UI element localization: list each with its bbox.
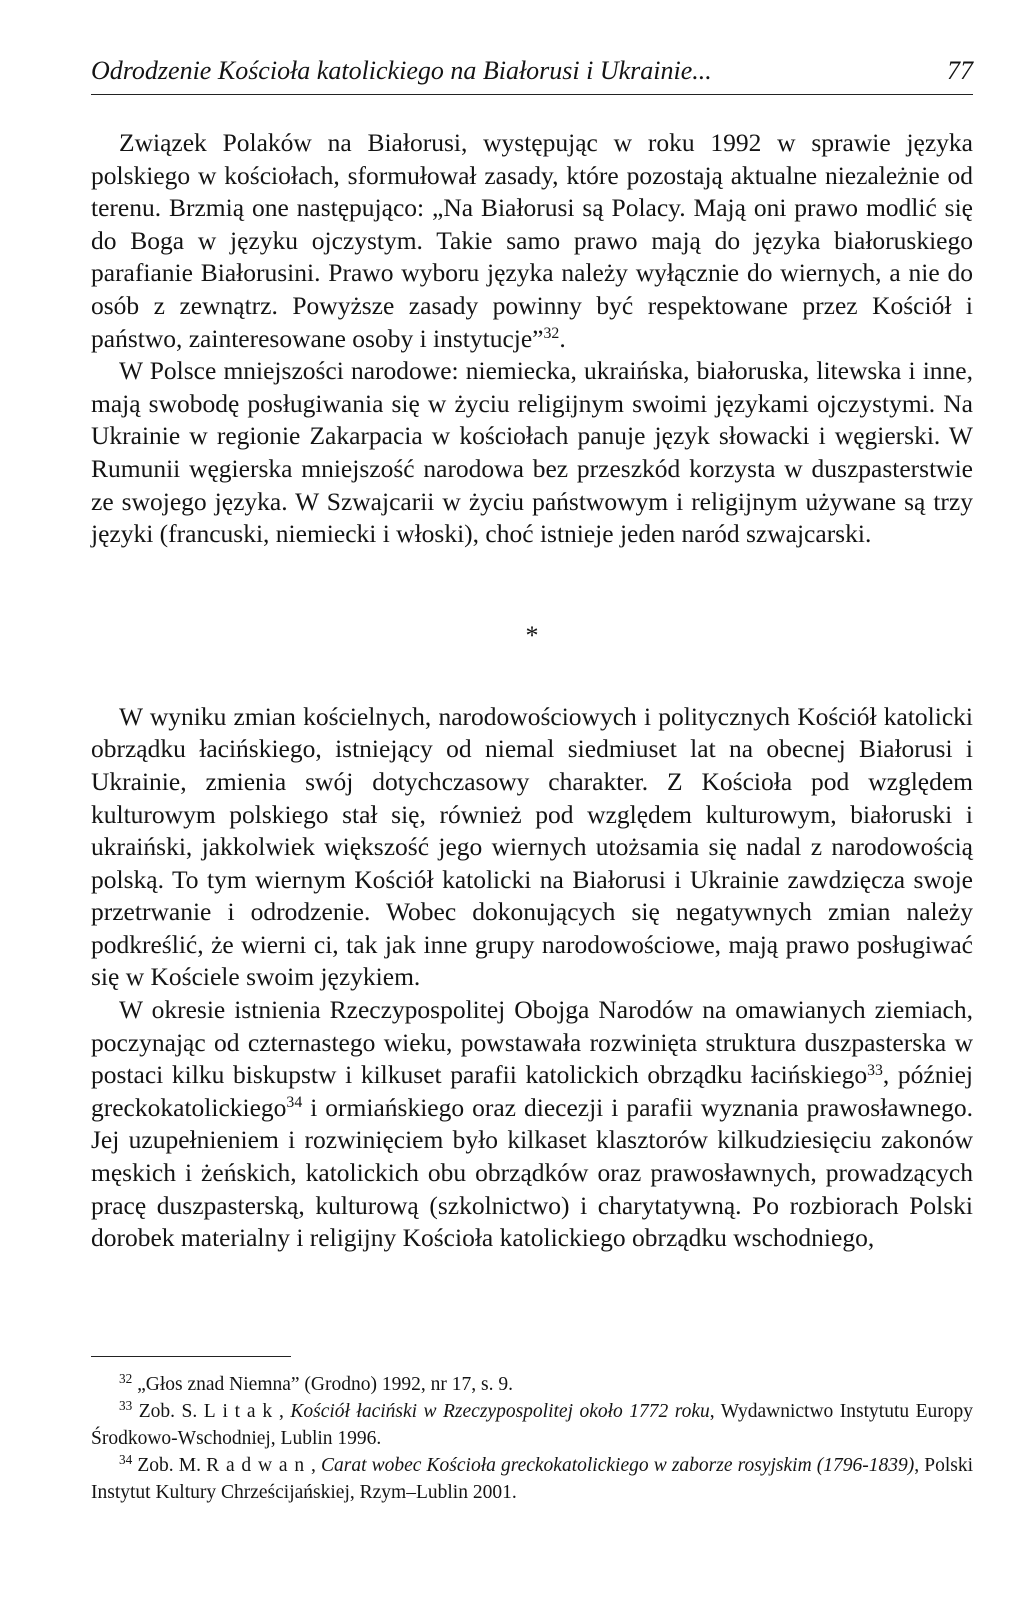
footnote-32 xyxy=(91,1371,973,1398)
footnote-33 xyxy=(91,1398,973,1452)
footnote-publisher: , Wydawnictwo Instytutu Europy Środkowo-Wschodniej, Lublin 1996. xyxy=(91,1401,974,1449)
footnote-ref-33: 33 xyxy=(867,1061,883,1079)
paragraph-1-text: Związek Polaków na Białorusi, występując w roku 1992 w sprawie języka polskiego w kościołach, sformułował zasady, które pozostają aktualne niezależnie od terenu. Brzmią one następująco: „Na Białorusi są Polacy. Mają oni prawo modlić się do Boga w języku ojczystym. Takie samo prawo mają do języka białoruskiego parafianie Białorusini. Prawo wyboru języka należy wyłącznie do wiernych, a nie do osób z zewnątrz. Powyższe zasady powinny być respektowane przez Kościół i państwo, zainteresowane osoby i instytucje” xyxy=(91,128,973,353)
footnote-sep: , xyxy=(278,1401,291,1422)
footnote-34 xyxy=(91,1452,973,1506)
main-text xyxy=(91,127,973,1255)
footnote-rule xyxy=(91,1356,291,1357)
footnote-publisher: , Polski Instytut Kultury Chrześcijańskiej, Rzym–Lublin 2001. xyxy=(91,1455,974,1503)
footnote-sep: , xyxy=(310,1455,321,1476)
paragraph-4-text-a: W okresie istnienia Rzeczypospolitej Obojga Narodów na omawianych ziemiach, poczynając od czternastego wieku, powstawała rozwinięta struktura duszpasterska w postaci kilku biskupstw i kilkuset parafii katolickich obrządku łacińskiego xyxy=(91,995,973,1090)
paragraph-4-text-b: , później greckokatolickiego xyxy=(91,1060,973,1122)
section-separator: * xyxy=(525,620,539,650)
paragraph-4 xyxy=(91,994,973,1255)
footnote-ref-34: 34 xyxy=(286,1094,303,1112)
footnote-number: 32 xyxy=(119,1370,133,1386)
footnote-author: Litak xyxy=(203,1401,279,1422)
footnote-title: Kościół łaciński w Rzeczypospolitej około 1772 roku xyxy=(290,1401,710,1422)
footnote-prefix: Zob. M. xyxy=(137,1455,207,1476)
footnote-author: Radwan xyxy=(206,1455,311,1476)
footnote-text: „Głos znad Niemna” (Grodno) 1992, nr 17, s. 9. xyxy=(137,1374,513,1395)
running-title: Odrodzenie Kościoła katolickiego na Białorusi i Ukrainie... xyxy=(91,56,712,85)
footnote-number: 33 xyxy=(119,1397,133,1413)
footnotes xyxy=(91,1356,973,1506)
footnote-prefix: Zob. S. xyxy=(138,1401,204,1422)
paragraph-2: W Polsce mniejszości narodowe: niemiecka, ukraińska, białoruska, litewska i inne, mają swobodę posługiwania się w życiu religijnym swoimi językami ojczystymi. Na Ukrainie w regionie Zakarpacia w kościołach panuje język słowacki i węgierski. W Rumunii węgierska mniejszość narodowa bez przeszkód korzysta w duszpasterstwie ze swojego języka. W Szwajcarii w życiu państwowym i religijnym używane są trzy języki (francuski, niemiecki i włoski), choć istnieje jeden naród szwajcarski. xyxy=(91,356,973,549)
paragraph-3: W wyniku zmian kościelnych, narodowościowych i politycznych Kościół katolicki obrządku łacińskiego, istniejący od niemal siedmiuset lat na obecnej Białorusi i Ukrainie, zmienia swój dotychczasowy charakter. Z Kościoła pod względem kulturowym polskiego stał się, również pod względem kulturowym, białoruski i ukraiński, jakkolwiek większość jego wiernych utożsamia się nadal z narodowością polską. To tym wiernym Kościół katolicki na Białorusi i Ukrainie zawdzięcza swoje przetrwanie i odrodzenie. Wobec dokonujących się negatywnych zmian należy podkreślić, że wierni ci, tak jak inne grupy narodowościowe, mają prawo posługiwać się w Kościele swoim językiem. xyxy=(91,701,973,992)
page xyxy=(91,56,974,1503)
footnote-number: 34 xyxy=(119,1451,133,1467)
footnote-ref-32: 32 xyxy=(543,324,560,342)
page-number: 77 xyxy=(947,56,973,85)
paragraph-4-text-c: i ormiańskiego oraz diecezji i parafii wyznania prawosławnego. Jej uzupełnieniem i rozwinięciem było kilkaset klasztorów kilkudziesięciu zakonów męskich i żeńskich, katolickich obu obrządków oraz prawosławnych, prowadzących pracę duszpasterską, kulturową (szkolnictwo) i charytatywną. Po rozbiorach Polski dorobek materialny i religijny Kościoła katolickiego obrządku wschodniego, xyxy=(91,1092,973,1253)
paragraph-1 xyxy=(91,127,973,355)
paragraph-1-end: . xyxy=(559,323,566,353)
running-header xyxy=(91,56,973,95)
footnote-title: Carat wobec Kościoła greckokatolickiego w zaborze rosyjskim (1796-1839) xyxy=(320,1455,915,1476)
